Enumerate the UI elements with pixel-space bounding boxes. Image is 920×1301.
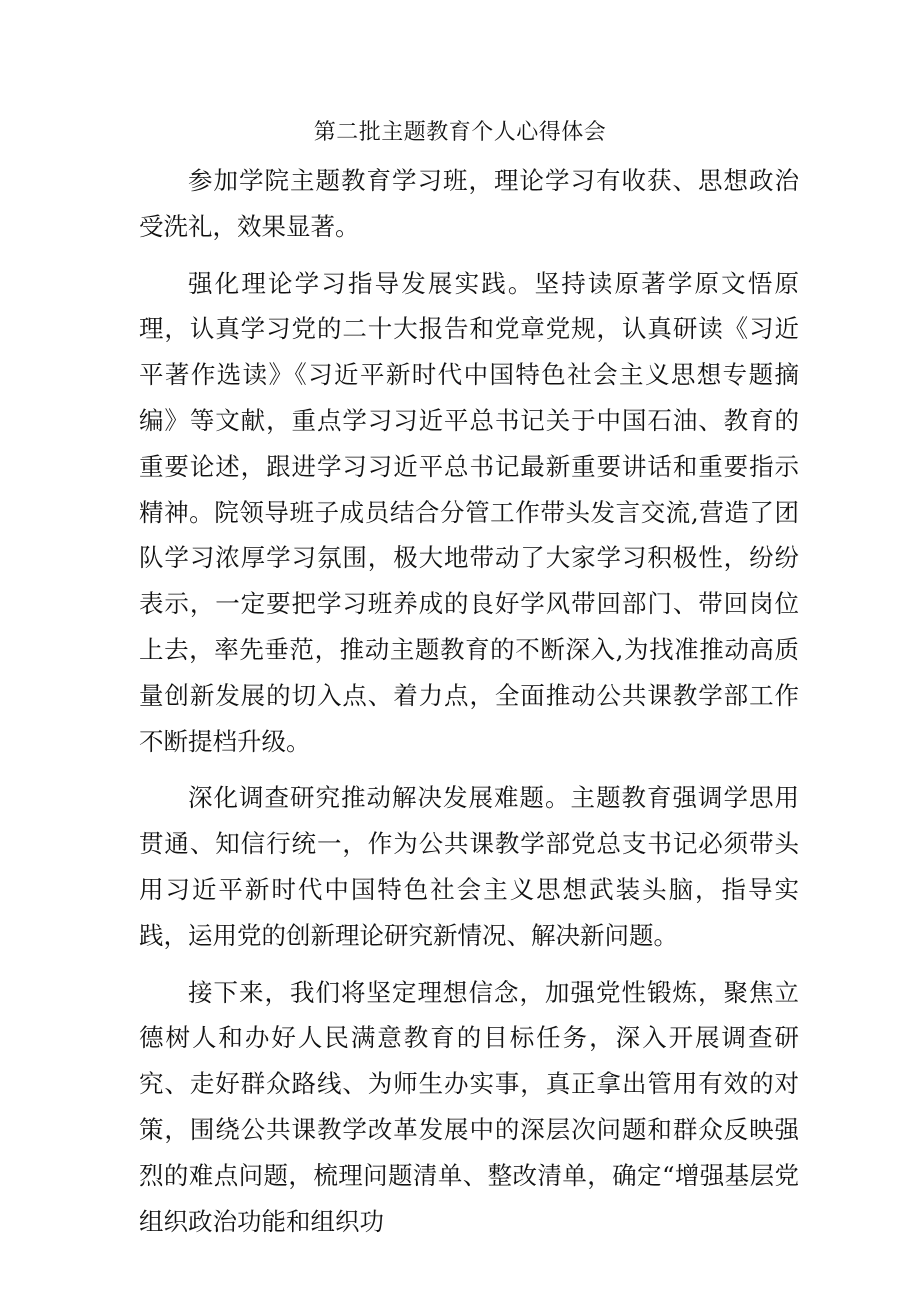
paragraph-theory-study: 强化理论学习指导发展实践。坚持读原著学原文悟原理，认真学习党的二十大报告和党章党规，认真研读《习近平著作选读》《习近平新时代中国特色社会主义思想专题摘编》等文献，重点学习习近平总书记关于中国石油、教育的重要论述，跟进学习习近平总书记最新重要讲话和重要指示精神。院领导班子成员结合分管工作带头发言交流,营造了团队学习浓厚学习氛围，极大地带动了大家学习积极性，纷纷表示，一定要把学习班养成的良好学风带回部门、带回岗位上去，率先垂范，推动主题教育的不断深入,为找准推动高质量创新发展的切入点、着力点，全面推动公共课教学部工作不断提档升级。: [139, 268, 799, 756]
paragraph-research: 深化调查研究推动解决发展难题。主题教育强调学思用贯通、知信行统一，作为公共课教学部党总支书记必须带头用习近平新时代中国特色社会主义思想武装头脑，指导实践，运用党的创新理论研究新情况、解决新问题。: [139, 783, 799, 950]
document-body: [139, 158, 799, 1244]
paragraph-next-steps: 接下来，我们将坚定理想信念，加强党性锻炼，聚焦立德树人和办好人民满意教育的目标任务，深入开展调查研究、走好群众路线、为师生办实事，真正拿出管用有效的对策，围绕公共课教学改革发展中的深层次问题和群众反映强烈的难点问题，梳理问题清单、整改清单，确定“增强基层党组织政治功能和组织功: [139, 977, 799, 1236]
document-title: 第二批主题教育个人心得体会: [313, 120, 607, 145]
paragraph-intro: 参加学院主题教育学习班，理论学习有收获、思想政治受洗礼，效果显著。: [139, 166, 799, 241]
